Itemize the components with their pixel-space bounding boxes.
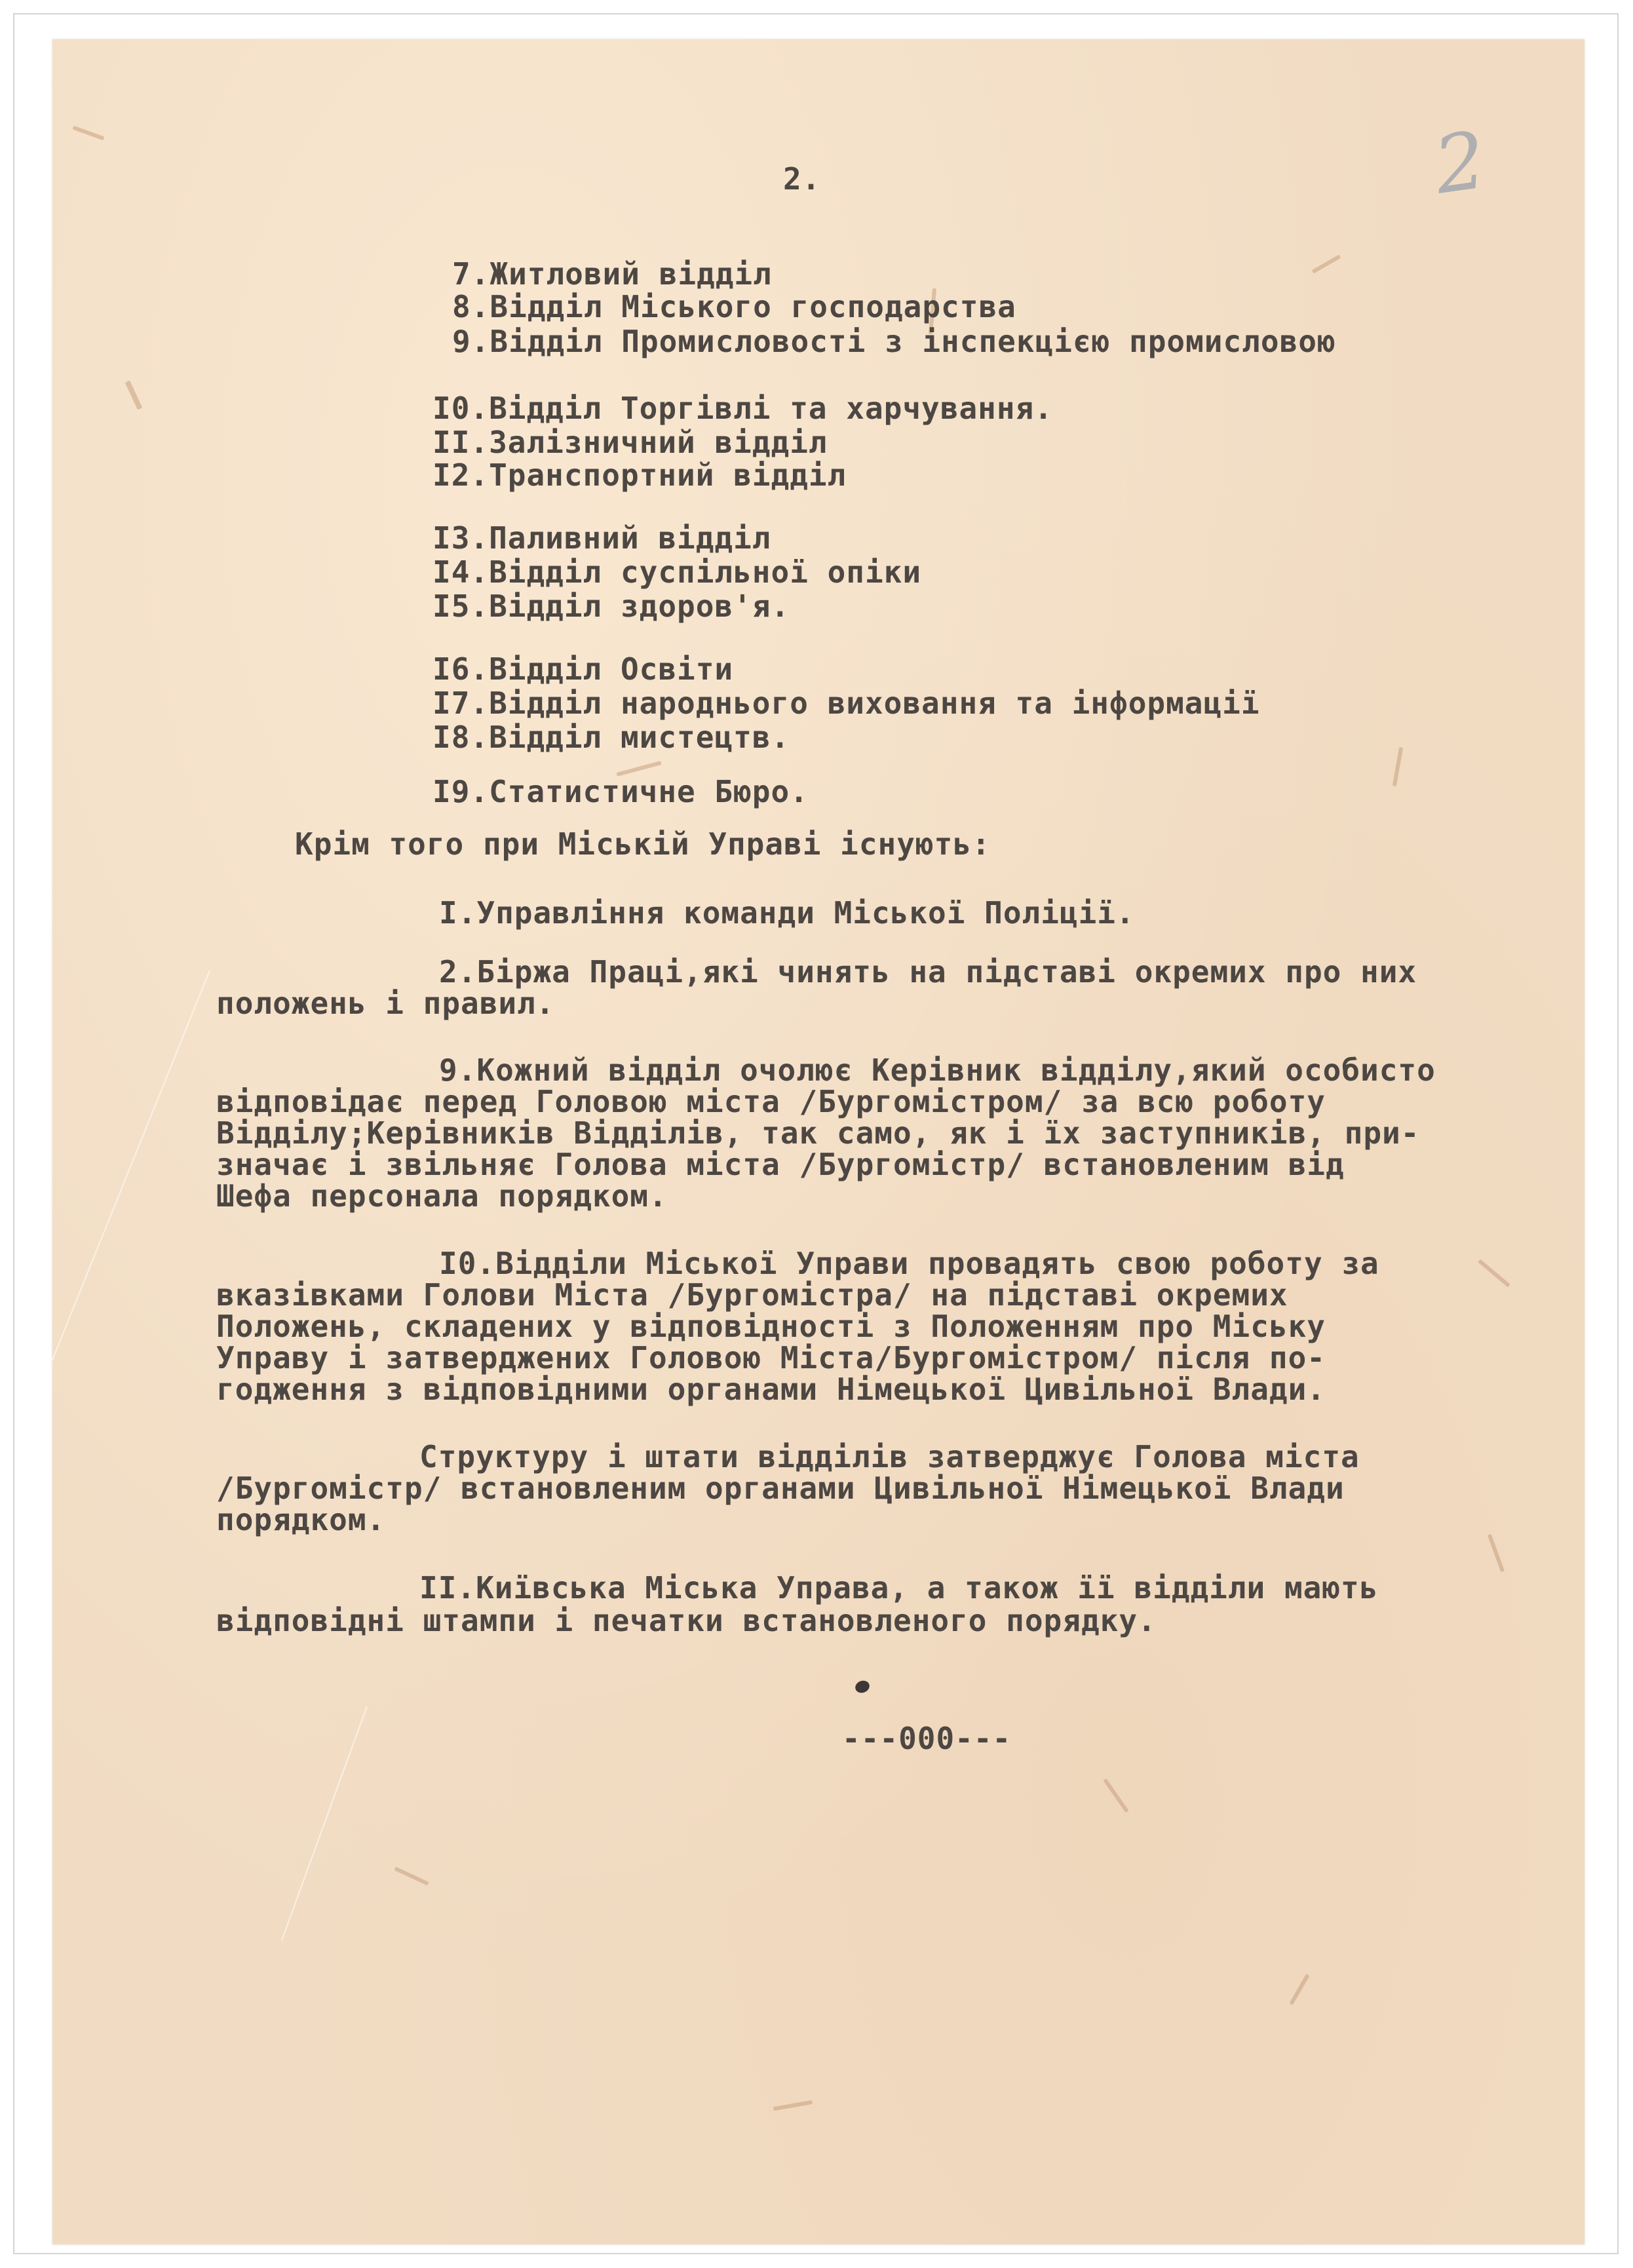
paper-fiber [773, 2100, 813, 2111]
paper-fiber [1289, 1974, 1309, 2005]
list-item: 9.Відділ Промисловості з інспекцією промисловою [452, 324, 1336, 359]
paragraph-line: I0.Відділи Міської Управи провадять свою роботу за [439, 1246, 1379, 1281]
list-item: I0.Відділ Торгівлі та харчування. [432, 391, 1053, 426]
list-item: I3.Паливний відділ [432, 520, 771, 556]
list-item: I7.Відділ народнього виховання та інформації [432, 685, 1260, 721]
ink-blot [854, 1679, 872, 1695]
paper-fiber [72, 126, 104, 141]
sub-item: положень і правил. [216, 986, 555, 1021]
paper-crease [52, 971, 210, 1457]
list-item: 8.Відділ Міського господарства [452, 289, 1016, 324]
paper-fiber [1103, 1778, 1128, 1813]
paper-fiber [125, 380, 143, 410]
sub-item: I.Управління команди Міської Поліції. [439, 895, 1135, 931]
page-number: 2. [783, 161, 821, 197]
paragraph-line: Відділу;Керівників Відділів, так само, як і їх заступників, при- [216, 1115, 1420, 1151]
list-item: II.Залізничний відділ [432, 425, 828, 460]
paragraph-line: порядком. [216, 1502, 386, 1537]
paper-fiber [1393, 747, 1403, 786]
paper-fiber [1478, 1259, 1510, 1287]
paper-fiber [1312, 254, 1341, 273]
paragraph-line: вказівками Голови Міста /Бургомістра/ на підставі окремих [216, 1277, 1288, 1313]
list-item: I8.Відділ мистецтв. [432, 720, 790, 755]
paragraph-line: Положень, складених у відповідності з Положенням про Міську [216, 1309, 1326, 1344]
paragraph-line: II.Київська Міська Управа, а також її відділи мають [419, 1570, 1379, 1605]
paragraph-line: відповідні штампи і печатки встановленого порядку. [216, 1603, 1157, 1638]
paragraph-line: відповідає перед Головою міста /Бургомістром/ за всю роботу [216, 1084, 1326, 1119]
list-item: I2.Транспортний відділ [432, 457, 847, 493]
list-item: I4.Відділ суспільної опіки [432, 554, 922, 590]
paragraph-line: Структуру і штати відділів затверджує Голова міста [419, 1439, 1360, 1474]
document-page [52, 39, 1585, 2244]
paragraph-line: годження з відповідними органами Німецької Цивільної Влади. [216, 1372, 1326, 1407]
list-item: I6.Відділ Освіти [432, 651, 734, 687]
sub-item: 2.Біржа Праці,які чинять на підставі окремих про них [439, 954, 1417, 990]
list-item: I9.Статистичне Бюро. [432, 774, 809, 809]
intro-line: Крім того при Міській Управі існують: [295, 826, 991, 862]
paragraph-line: Управу і затверджених Головою Міста/Бургомістром/ після по- [216, 1340, 1326, 1375]
list-item: 7.Житловий відділ [452, 256, 772, 292]
paper-fiber [394, 1866, 429, 1885]
paragraph-line: Шефа персонала порядком. [216, 1178, 668, 1214]
paragraph-line: /Бургомістр/ встановленим органами Цивільної Німецької Влади [216, 1470, 1345, 1506]
end-mark: ---000--- [842, 1721, 1012, 1756]
paragraph-line: 9.Кожний відділ очолює Керівник відділу,який особисто [439, 1052, 1436, 1088]
paper-crease [281, 1706, 368, 1941]
paragraph-line: значає і звільняє Голова міста /Бургомістр/ встановленим від [216, 1147, 1345, 1182]
list-item: I5.Відділ здоров'я. [432, 588, 790, 624]
paper-fiber [1488, 1534, 1505, 1572]
handwritten-page-number: 2 [1429, 115, 1491, 212]
